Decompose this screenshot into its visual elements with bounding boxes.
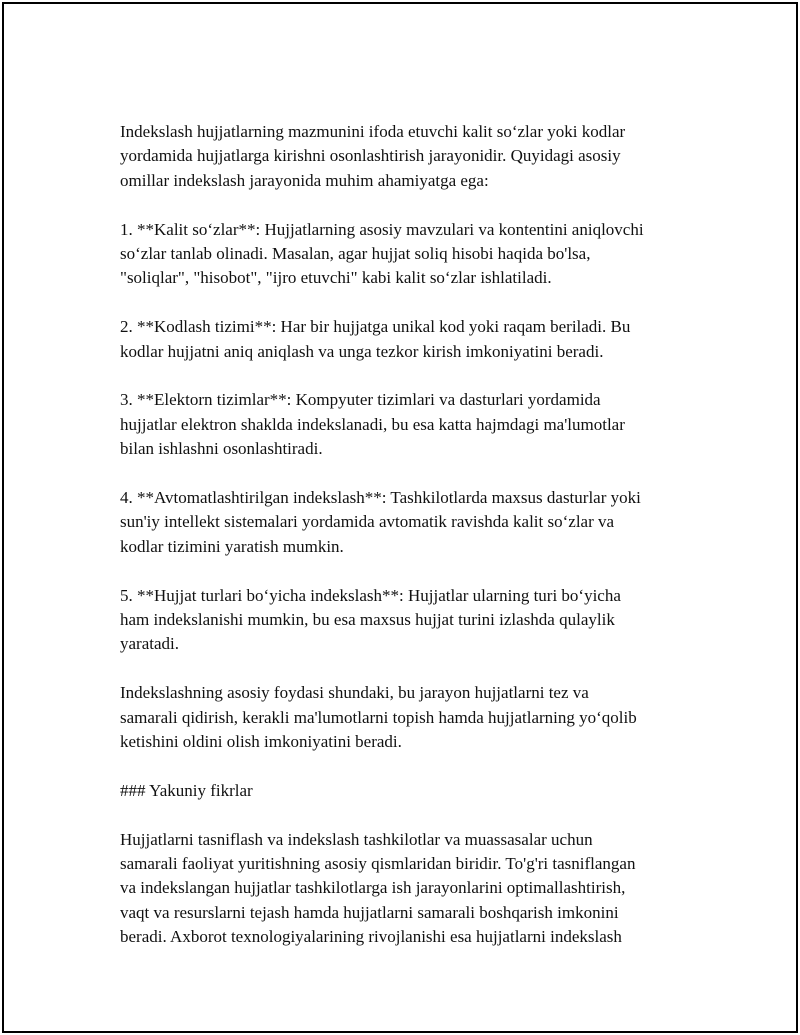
list-item-electronic-systems: 3. **Elektorn tizimlar**: Kompyuter tizimlari va dasturlari yordamida hujjatlar elektron shaklda indekslanadi, bu esa katta hajmdagi ma'lumotlar bilan ishlashni osonlashtiradi.	[120, 390, 625, 459]
list-item-coding-system: 2. **Kodlash tizimi**: Har bir hujjatga unikal kod yoki raqam beriladi. Bu kodlar hujjatni aniq aniqlash va unga tezkor kirish imkoniyatini beradi.	[120, 317, 631, 361]
list-item-automated-indexing: 4. **Avtomatlashtirilgan indekslash**: Tashkilotlarda maxsus dasturlar yoki sun'iy intellekt sistemalari yordamida avtomatik ravishda kalit so‘zlar va kodlar tizimini yaratish mumkin.	[120, 488, 641, 556]
conclusion-paragraph: Hujjatlarni tasniflash va indekslash tashkilotlar va muassasalar uchun samarali faoliyat yuritishning asosiy qismlaridan biridir. To'g'ri tasniflangan va indekslangan hujjatlar tashkilotlarga ish jarayonlarini optimallashtirish, vaqt va resurslarni tejash hamda hujjatlarni samarali boshqarish imkonini beradi. Axborot texnologiyalarining rivojlanishi esa hujjatlarni indekslash	[120, 829, 636, 947]
intro-paragraph: Indekslash hujjatlarning mazmunini ifoda etuvchi kalit so‘zlar yoki kodlar yordamida hujjatlarga kirishni osonlashtirish jarayonidir. Quyidagi asosiy omillar indekslash jarayonida muhim ahamiyatga ega:	[120, 122, 626, 190]
section-heading: ### Yakuniy fikrlar	[120, 780, 253, 800]
list-item-keywords: 1. **Kalit so‘zlar**: Hujjatlarning asosiy mavzulari va kontentini aniqlovchi so‘zlar tanlab olinadi. Masalan, agar hujjat soliq hisobi haqida bo'lsa, "soliqlar", "hisobot", "ijro etuvchi" kabi kalit so‘zlar ishlatiladi.	[120, 219, 644, 288]
document-body	[120, 120, 700, 974]
benefit-paragraph: Indekslashning asosiy foydasi shundaki, bu jarayon hujjatlarni tez va samarali qidirish, kerakli ma'lumotlarni topish hamda hujjatlarning yo‘qolib ketishini oldini olish imkoniyatini beradi.	[120, 683, 637, 752]
list-item-document-types: 5. **Hujjat turlari bo‘yicha indekslash**: Hujjatlar ularning turi bo‘yicha ham indekslanishi mumkin, bu esa maxsus hujjat turini izlashda qulaylik yaratadi.	[120, 585, 621, 654]
document-page	[2, 2, 798, 1033]
